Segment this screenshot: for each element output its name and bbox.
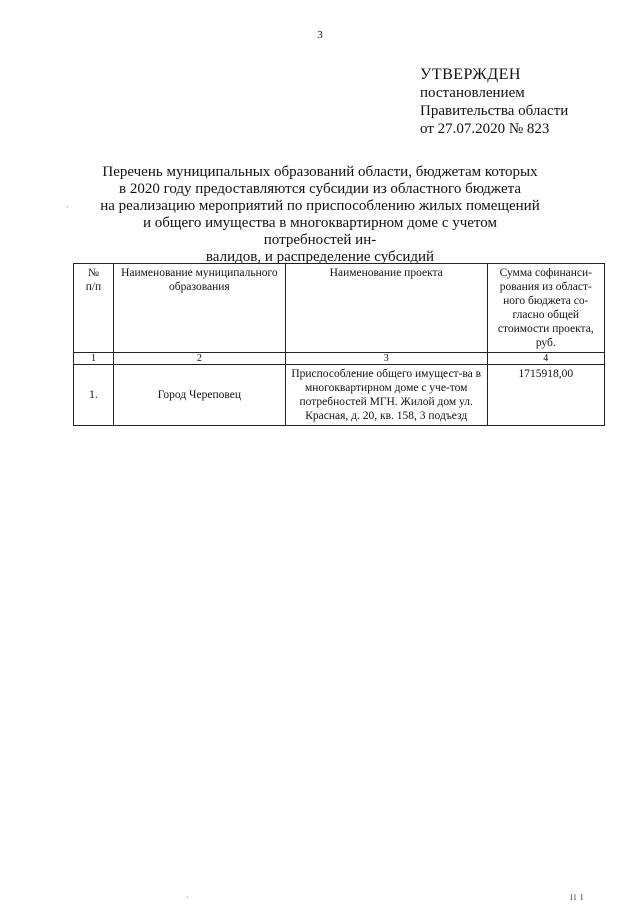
table-header-row (74, 264, 605, 353)
title-line: в 2020 году предоставляются субсидии из областного бюджета (119, 181, 521, 197)
footer-mark: II I (570, 893, 584, 902)
approval-block (420, 66, 568, 138)
approval-line: постановлением (420, 85, 525, 101)
scan-speck: · (66, 203, 69, 212)
document-title (100, 164, 540, 266)
header-municipality: Наименование муниципального образования (113, 264, 285, 353)
scan-speck: · (186, 893, 189, 902)
table-row (74, 365, 605, 426)
page-number: 3 (317, 29, 323, 41)
header-project: Наименование проекта (285, 264, 487, 353)
row-number: 1. (74, 365, 114, 426)
approval-line: Правительства области (420, 103, 569, 119)
header-amount: Сумма софинанси-рования из област-ного бюджета со-гласно общей стоимости проекта, руб. (487, 264, 604, 353)
header-number (74, 264, 114, 353)
row-project: Приспособление общего имущест-ва в многоквартирном доме с уче-том потребностей МГН. Жилой дом ул. Красная, д. 20, кв. 158, 3 подъезд (285, 365, 487, 426)
approval-date-number: от 27.07.2020 № 823 (420, 121, 550, 137)
header-number-sign: № (87, 267, 99, 279)
subsidies-table (73, 263, 605, 426)
title-line: и общего имущества в многоквартирном доме с учетом потребностей ин- (142, 215, 497, 248)
row-municipality: Город Череповец (113, 365, 285, 426)
column-number: 4 (487, 353, 604, 365)
column-number: 2 (113, 353, 285, 365)
title-line: на реализацию мероприятий по приспособлению жилых помещений (100, 198, 540, 214)
header-number-abbr: п/п (85, 281, 102, 293)
column-numbers-row (74, 353, 605, 365)
approval-title: УТВЕРЖДЕН (420, 66, 521, 83)
title-line: валидов, и распределение субсидий (205, 249, 435, 265)
column-number: 1 (74, 353, 114, 365)
row-amount: 1715918,00 (487, 365, 604, 426)
title-line: Перечень муниципальных образований области, бюджетам которых (102, 164, 538, 180)
column-number: 3 (285, 353, 487, 365)
